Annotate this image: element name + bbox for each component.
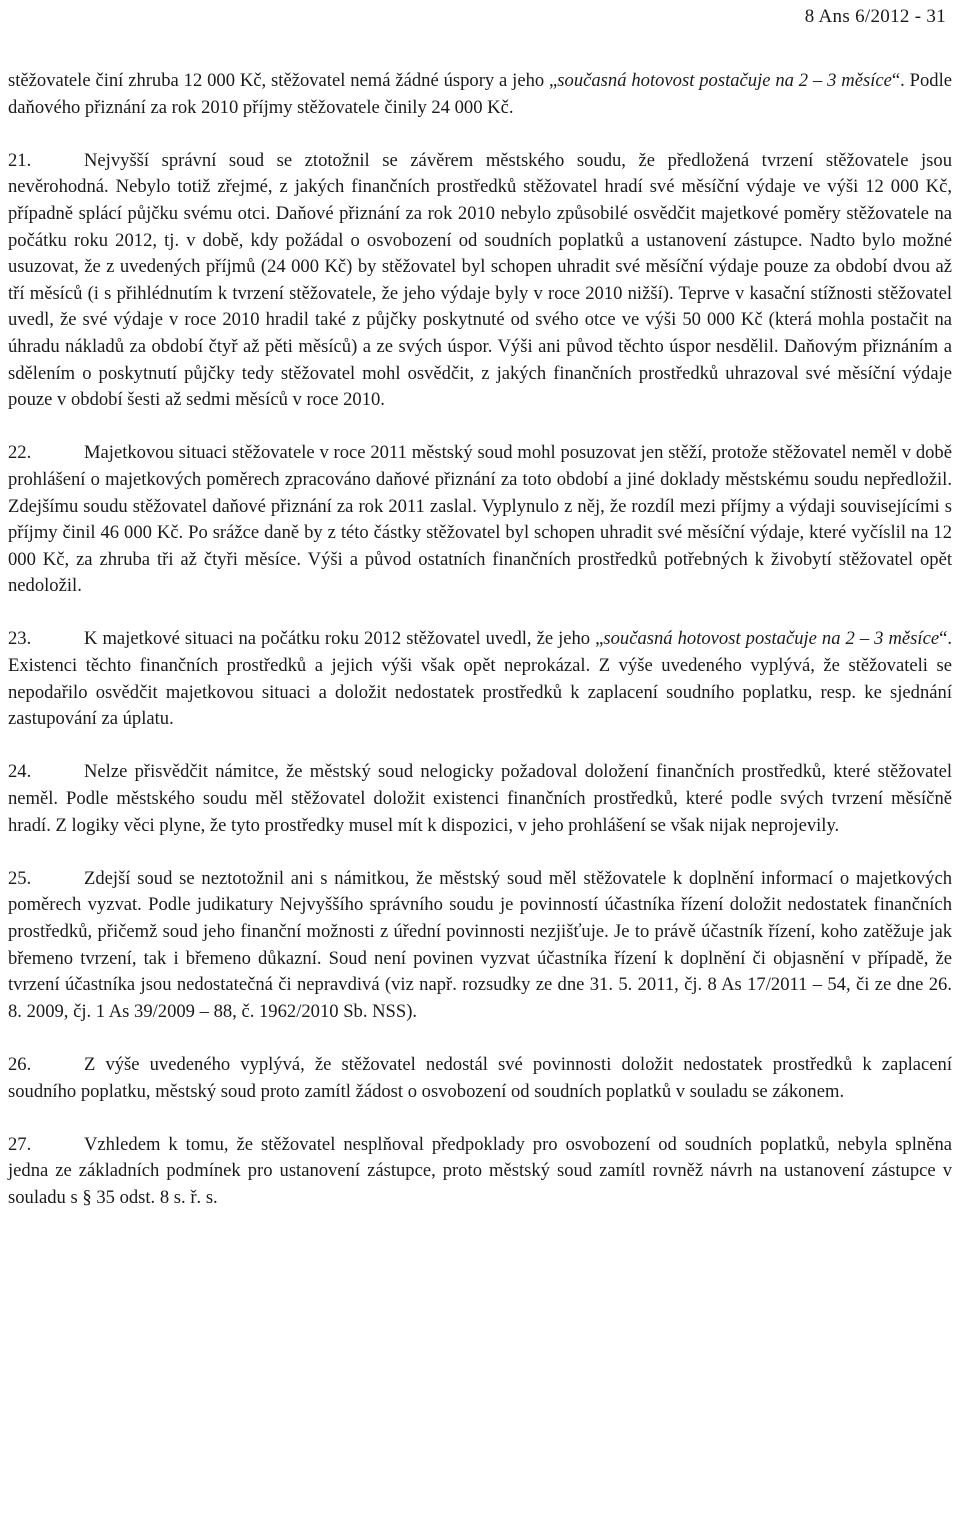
paragraph-number: 26. [8,1053,32,1075]
paragraph-number: 21. [8,149,32,171]
paragraph-text: Majetkovou situaci stěžovatele v roce 2011 městský soud mohl posuzovat jen stěží, protože stěžovatel neměl v době prohlášení o majetkových poměrech zpracováno daňové přiznání za toto období a jiné doklady městskému soudu nepředložil. Zdejšímu soudu stěžovatel daňové přiznání za rok 2011 zaslal. Vyplynulo z něj, že rozdíl mezi příjmy a výdaji souvisejícími s příjmy činil 46 000 Kč. Po srážce daně by z této částky stěžovatel byl schopen uhradit své měsíční výdaje, které vyčíslil na 12 000 Kč, za zhruba tři až čtyři měsíce. Výši a původ ostatních finančních prostředků potřebných k živobytí stěžovatel opět nedoložil. [8,442,952,597]
paragraph-26 [8,1052,952,1105]
document-body [8,68,952,1212]
page-header-reference: 8 Ans 6/2012 - 31 [804,6,946,27]
paragraph-25 [8,866,952,1026]
paragraph-continuation [8,68,952,121]
quoted-text: současná hotovost postačuje na 2 – 3 měsíce [557,70,892,91]
paragraph-number: 24. [8,761,32,783]
paragraph-21 [8,148,952,414]
paragraph-text: Nejvyšší správní soud se ztotožnil se závěrem městského soudu, že předložená tvrzení stěžovatele jsou nevěrohodná. Nebylo totiž zřejmé, z jakých finančních prostředků stěžovatel hradí své měsíční výdaje ve výši 12 000 Kč, případně splácí půjčku svému otci. Daňové přiznání za rok 2010 nebylo způsobilé osvědčit majetkové poměry stěžovatele na počátku roku 2012, tj. v době, kdy požádal o osvobození od soudních poplatků a ustanovení zástupce. Nadto bylo možné usuzovat, že z uvedených příjmů (24 000 Kč) by stěžovatel byl schopen uhradit své měsíční výdaje pouze za období dvou až tří měsíců (i s přihlédnutím k tvrzení stěžovatele, že jeho výdaje byly v roce 2010 nižší). Teprve v kasační stížnosti stěžovatel uvedl, že své výdaje v roce 2010 hradil také z půjčky poskytnuté od svého otce ve výši 50 000 Kč (která mohla postačit na úhradu nákladů za období čtyř až pěti měsíců) a ze svých úspor. Výši ani původ těchto úspor nesdělil. Daňovým přiznáním a sdělením o poskytnutí půjčky tedy stěžovatel mohl osvědčit, z jakých finančních prostředků uhrazoval své měsíční výdaje pouze v období šesti až sedmi měsíců v roce 2010. [8,149,952,411]
paragraph-27 [8,1132,952,1212]
paragraph-text: “. Podle daňového přiznání za rok 2010 příjmy stěžovatele činily 24 000 Kč. [8,70,952,118]
paragraph-text: stěžovatele činí zhruba 12 000 Kč, stěžovatel nemá žádné úspory a jeho „ [8,70,558,91]
paragraph-22 [8,440,952,600]
paragraph-number: 25. [8,867,32,889]
paragraph-24 [8,759,952,839]
paragraph-text: “. Existenci těchto finančních prostředků a jejich výši však opět neprokázal. Z výše uvedeného vyplývá, že stěžovateli se nepodařilo osvědčit majetkovou situaci a doložit nedostatek prostředků k zaplacení soudního poplatku, resp. ke sjednání zastupování za úplatu. [8,628,952,730]
paragraph-text: Z výše uvedeného vyplývá, že stěžovatel nedostál své povinnosti doložit nedostatek prostředků k zaplacení soudního poplatku, městský soud proto zamítl žádost o osvobození od soudních poplatků v souladu se zákonem. [8,1053,952,1102]
paragraph-text: Nelze přisvědčit námitce, že městský soud nelogicky požadoval doložení finančních prostředků, které stěžovatel neměl. Podle městského soudu měl stěžovatel doložit existenci finančních prostředků, které podle svých tvrzení měsíčně hradí. Z logiky věci plyne, že tyto prostředky musel mít k dispozici, v jeho prohlášení se však nijak neprojevily. [8,761,952,836]
paragraph-number: 27. [8,1133,32,1155]
paragraph-23 [8,626,952,732]
paragraph-text: K majetkové situaci na počátku roku 2012 stěžovatel uvedl, že jeho „ [84,628,604,650]
paragraph-number: 22. [8,442,32,464]
paragraph-number: 23. [8,628,32,650]
paragraph-text: Zdejší soud se neztotožnil ani s námitkou, že městský soud měl stěžovatele k doplnění informací o majetkových poměrech vyzvat. Podle judikatury Nejvyššího správního soudu je povinností účastníka řízení doložit nedostatek finančních prostředků, přičemž soud jeho finanční možnosti z úřední povinnosti nezjišťuje. Je to právě účastník řízení, koho zatěžuje jak břemeno tvrzení, tak i břemeno důkazní. Soud není povinen vyzvat účastníka řízení k doplnění či objasnění v případě, že tvrzení účastníka jsou nedostatečná či nepravdivá (viz např. rozsudky ze dne 31. 5. 2011, čj. 8 As 17/2011 – 54, či ze dne 26. 8. 2009, čj. 1 As 39/2009 – 88, č. 1962/2010 Sb. NSS). [8,867,952,1022]
quoted-text: současná hotovost postačuje na 2 – 3 měsíce [603,628,940,650]
paragraph-text: Vzhledem k tomu, že stěžovatel nesplňoval předpoklady pro osvobození od soudních poplatků, nebyla splněna jedna ze základních podmínek pro ustanovení zástupce, proto městský soud zamítl rovněž návrh na ustanovení zástupce v souladu s § 35 odst. 8 s. ř. s. [8,1133,952,1208]
